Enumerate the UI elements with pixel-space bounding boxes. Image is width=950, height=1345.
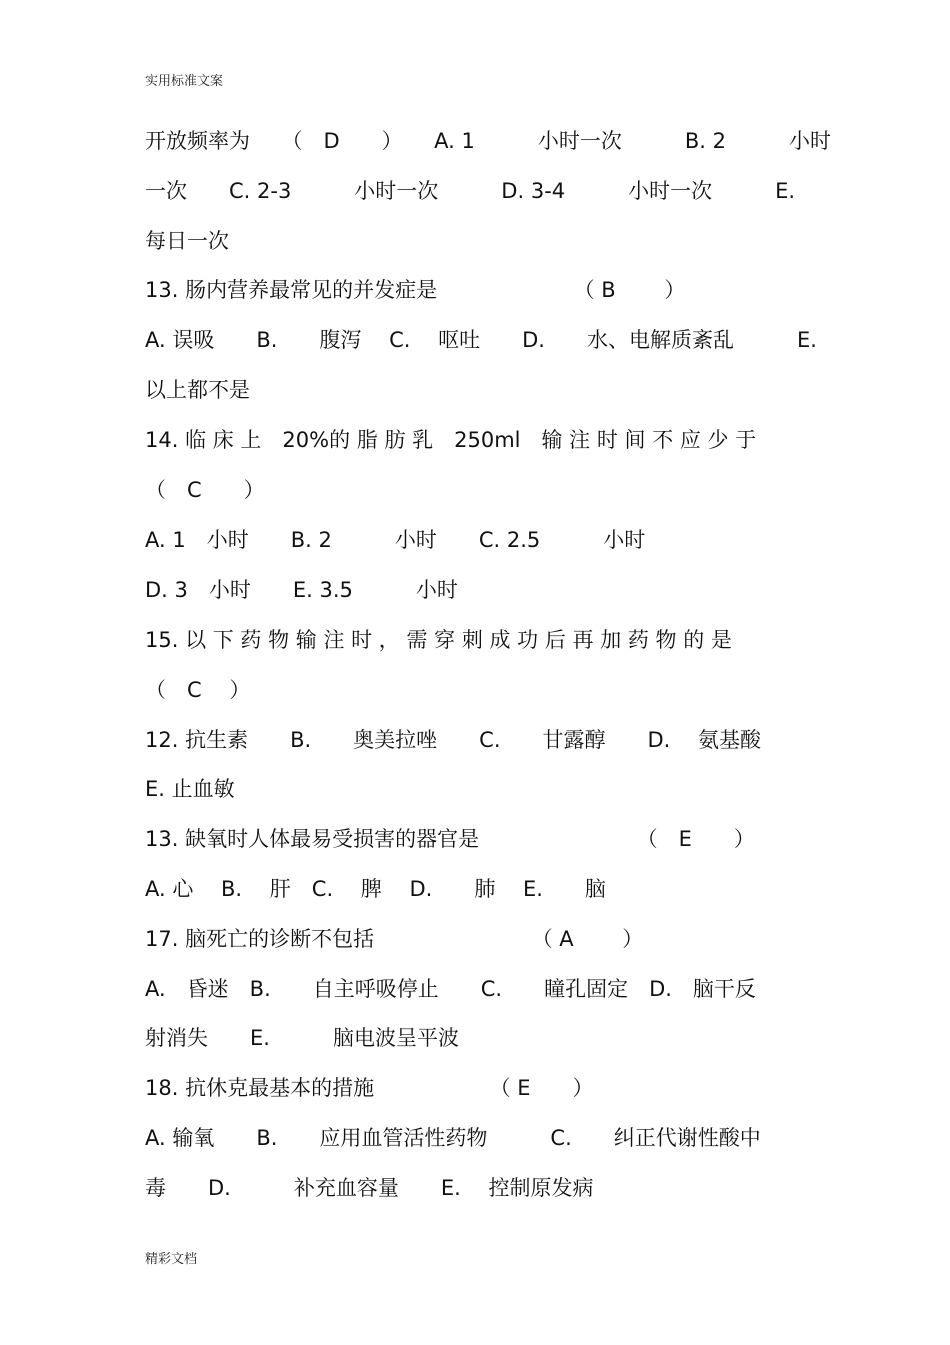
text-line: A. 输氧 B. 应用血管活性药物 C. 纠正代谢性酸中: [145, 1126, 761, 1150]
text-line: 一次 C. 2-3 小时一次 D. 3-4 小时一次 E.: [145, 179, 796, 203]
text-line: A. 1 小时 B. 2 小时 C. 2.5 小时: [145, 528, 646, 552]
text-line: 13. 缺氧时人体最易受损害的器官是 （ E ）: [145, 827, 755, 851]
text-line: A. 心 B. 肝 C. 脾 D. 肺 E. 脑: [145, 877, 606, 901]
page-footer: 精彩文档: [145, 1252, 198, 1267]
text-line: （ C ）: [145, 478, 265, 502]
text-line: 毒 D. 补充血容量 E. 控制原发病: [145, 1176, 594, 1200]
text-line: 17. 脑死亡的诊断不包括 （ A ）: [145, 927, 644, 951]
text-line: 14. 临 床 上 20%的 脂 肪 乳 250ml 输 注 时 间 不 应 少 于: [145, 428, 757, 452]
text-line: E. 止血敏: [145, 777, 235, 801]
text-line: （ C ）: [145, 678, 251, 702]
text-line: 开放频率为 （ D ） A. 1 小时一次 B. 2 小时: [145, 129, 831, 153]
text-line: 射消失 E. 脑电波呈平波: [145, 1026, 459, 1050]
text-line: 13. 肠内营养最常见的并发症是 （ B ）: [145, 278, 686, 302]
text-line: 15. 以 下 药 物 输 注 时 ， 需 穿 刺 成 功 后 再 加 药 物 的 是: [145, 628, 732, 652]
text-line: 以上都不是: [145, 378, 250, 402]
page-header: 实用标准文案: [145, 74, 224, 89]
text-line: D. 3 小时 E. 3.5 小时: [145, 578, 458, 602]
text-line: 18. 抗休克最基本的措施 （ E ）: [145, 1076, 594, 1100]
text-line: 12. 抗生素 B. 奥美拉唑 C. 甘露醇 D. 氨基酸: [145, 728, 762, 752]
text-line: A. 误吸 B. 腹泻 C. 呕吐 D. 水、电解质紊乱 E.: [145, 328, 817, 352]
text-line: 每日一次: [145, 229, 229, 253]
text-line: A. 昏迷 B. 自主呼吸停止 C. 瞳孔固定 D. 脑干反: [145, 977, 756, 1001]
